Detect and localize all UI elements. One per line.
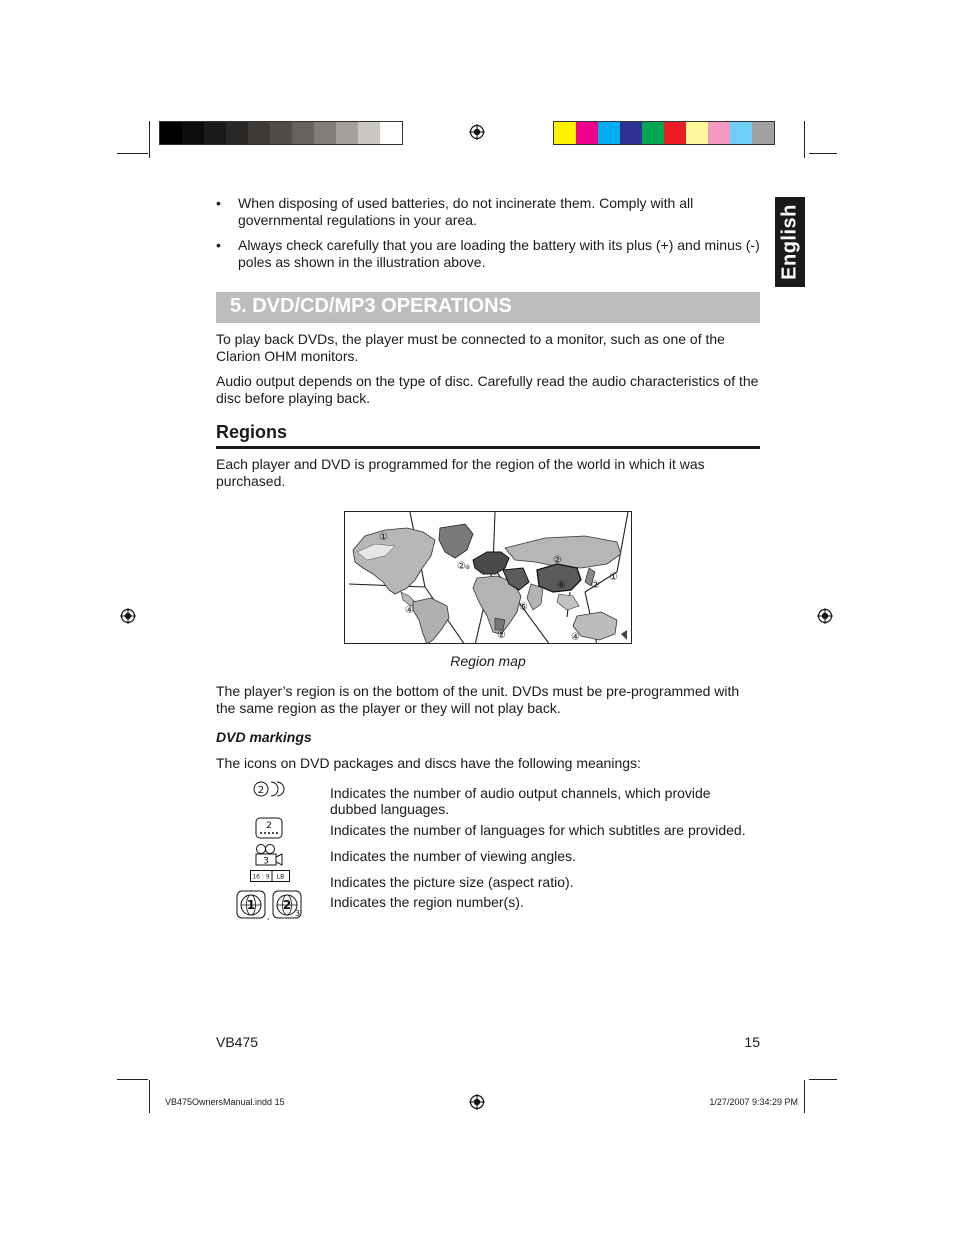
world-map-illustration [345,512,632,644]
color-swatch [226,122,248,144]
map-region-number: ① [609,572,618,583]
marking-description: Indicates the number of viewing angles. [330,848,576,864]
bullet-icon: • [216,237,221,253]
registration-mark-icon [469,124,485,140]
map-region-number: ① [379,532,388,543]
color-swatch [336,122,358,144]
map-region-number: ⑥ [465,564,471,571]
regions-heading: Regions [216,422,288,442]
marking-description: Indicates the picture size (aspect ratio). [330,874,574,890]
crop-mark [117,153,148,154]
audio-channels-count: 2 [257,785,265,796]
crop-mark [809,153,837,154]
color-swatch [686,122,708,144]
crop-mark [804,1080,805,1113]
map-region-number: ④ [405,605,414,616]
regions-paragraph: Each player and DVD is programmed for the region of the world in which it was purchased. [216,456,705,489]
map-region-number: ⑤ [519,602,528,613]
color-swatch [554,122,576,144]
page-number: 15 [744,1034,760,1050]
bullet-icon: • [216,195,221,211]
aspect-ratio-icon [250,870,290,882]
list-item [216,195,761,229]
color-swatch [730,122,752,144]
bullet-text: Always check carefully that you are loading the battery with its plus (+) and minus (-) poles as shown in the illustration above. [238,237,760,270]
map-region-number: ⑥ [557,580,566,591]
language-tab [775,197,805,287]
crop-mark [149,121,150,158]
registration-mark-icon [817,608,833,624]
color-swatch [664,122,686,144]
map-caption: Region map [450,653,526,669]
map-region-number: ④ [571,632,580,643]
region-globe-icon [236,890,304,920]
color-swatch [752,122,774,144]
model-name: VB475 [216,1034,259,1050]
color-swatch [358,122,380,144]
marking-description: Indicates the number of audio output channels, which provide dubbed languages. [330,785,711,817]
region-note-paragraph: The player’s region is on the bottom of the unit. DVDs must be pre-programmed with the same region as the player or they will not play back. [216,683,740,716]
grayscale-bar [159,121,403,145]
crop-mark [804,121,805,158]
subtitles-count: 2 [266,821,272,831]
registration-mark-icon [120,608,136,624]
intro-paragraph: To play back DVDs, the player must be connected to a monitor, such as one of the Clarion OHM monitors. [216,331,725,364]
intro-paragraph: Audio output depends on the type of disc. Carefully read the audio characteristics of the disc before playing back. [216,373,759,406]
color-swatch [292,122,314,144]
svg-text:,: , [267,912,270,920]
dvd-markings-intro: The icons on DVD packages and discs have the following meanings: [216,755,641,771]
section-title: 5. DVD/CD/MP3 OPERATIONS [230,295,512,317]
color-swatch [182,122,204,144]
map-region-number: ② [497,630,506,641]
audio-channels-icon [252,780,288,798]
color-swatch [160,122,182,144]
camera-angles-icon [254,843,284,867]
crop-mark [149,1080,150,1113]
camera-angles-count: 3 [263,856,269,867]
color-bar [553,121,775,145]
marking-description: Indicates the number of languages for which subtitles are provided. [330,822,746,838]
color-swatch [642,122,664,144]
map-region-number: ② [457,561,466,572]
dvd-markings-heading: DVD markings [216,729,312,745]
color-swatch [204,122,226,144]
color-swatch [708,122,730,144]
crop-mark [117,1079,148,1080]
section-header [216,292,760,323]
color-swatch [248,122,270,144]
date-slug: 1/27/2007 9:34:29 PM [709,1097,798,1107]
registration-mark-icon [469,1094,485,1110]
color-swatch [270,122,292,144]
bullet-text: When disposing of used batteries, do not incinerate them. Comply with all governmental regulations in your area. [238,195,694,228]
map-region-number: ② [553,555,562,566]
color-swatch [598,122,620,144]
aspect-ratio-label: 16 : 9 [252,873,270,881]
crop-mark [809,1079,837,1080]
color-swatch [314,122,336,144]
color-swatch [380,122,402,144]
region-number: 3 [295,909,301,918]
color-swatch [620,122,642,144]
letterbox-label: LB [276,873,285,881]
region-number: 1 [246,898,256,912]
color-swatch [576,122,598,144]
heading-rule [216,446,760,449]
region-map [344,511,632,644]
marking-description: Indicates the region number(s). [330,894,524,910]
list-item [216,237,761,271]
language-tab-label: English [778,204,801,280]
subtitles-icon [255,817,283,839]
file-slug: VB475OwnersManual.indd 15 [165,1097,285,1107]
region-number: 2 [282,898,292,912]
map-region-number: ② [591,580,600,591]
